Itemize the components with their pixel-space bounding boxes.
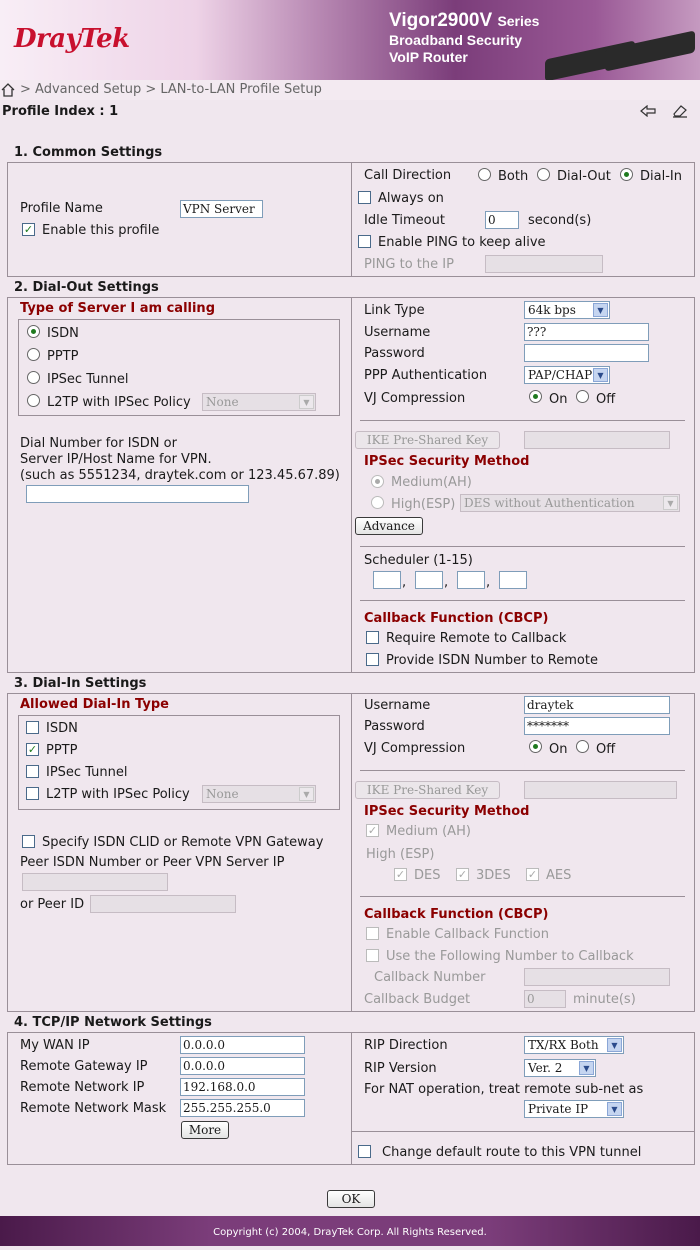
dialin-username-label: Username — [364, 698, 431, 713]
dialout-ipsec-label: IPSec Tunnel — [47, 372, 129, 387]
chevron-down-icon: ▼ — [593, 368, 608, 382]
dialin-ipsec-label: IPSec Tunnel — [46, 765, 128, 780]
wan-ip-input[interactable]: 0.0.0.0 — [180, 1036, 305, 1054]
tagline-2: VoIP Router — [389, 49, 468, 65]
change-route-checkbox[interactable] — [358, 1145, 371, 1158]
peer-id-label: or Peer ID — [20, 897, 85, 912]
dialin-high-label: High (ESP) — [366, 847, 435, 862]
model-name: Vigor2900V Series — [389, 10, 540, 31]
provide-isdn-checkbox[interactable] — [366, 653, 379, 666]
callback-number-input[interactable] — [524, 968, 670, 986]
call-direction-label: Call Direction — [364, 168, 452, 183]
dialout-vj-label: VJ Compression — [364, 391, 466, 406]
always-on-checkbox[interactable] — [358, 191, 371, 204]
callback-number-label: Callback Number — [374, 970, 486, 985]
dialin-vj-on-label: On — [549, 742, 568, 757]
dialin-password-label: Password — [364, 719, 425, 734]
dialin-vj-off-label: Off — [596, 742, 616, 757]
chevron-down-icon: ▼ — [607, 1102, 622, 1116]
profile-index: Profile Index : 1 — [2, 104, 119, 119]
dialout-high-select[interactable]: DES without Authentication ▼ — [460, 494, 680, 512]
direction-both-label: Both — [498, 169, 529, 184]
dialin-vj-label: VJ Compression — [364, 741, 466, 756]
dialin-medium-checkbox[interactable]: ✓ — [367, 824, 378, 837]
use-following-label: Use the Following Number to Callback — [386, 949, 634, 964]
dialin-vj-on-radio[interactable] — [529, 740, 542, 753]
dialout-pptp-label: PPTP — [47, 349, 79, 364]
wan-ip-label: My WAN IP — [20, 1038, 90, 1053]
dialout-ike-input[interactable] — [524, 431, 670, 449]
enable-ping-label: Enable PING to keep alive — [378, 235, 546, 250]
dialin-username-input[interactable]: draytek — [524, 696, 670, 714]
divider — [351, 693, 352, 1012]
dialout-ike-button[interactable]: IKE Pre-Shared Key — [355, 431, 500, 449]
dialout-high-label: High(ESP) — [391, 497, 456, 512]
remote-mask-label: Remote Network Mask — [20, 1101, 167, 1116]
remote-network-label: Remote Network IP — [20, 1080, 145, 1095]
dialin-ike-button[interactable]: IKE Pre-Shared Key — [355, 781, 500, 799]
separator — [352, 1131, 695, 1132]
dialout-ipsec-radio[interactable] — [27, 371, 40, 384]
section-dialin-title: 3. Dial-In Settings — [14, 676, 147, 691]
dialout-pptp-radio[interactable] — [27, 348, 40, 361]
idle-timeout-input[interactable]: 0 — [485, 211, 519, 229]
divider — [351, 297, 352, 673]
separator — [360, 546, 685, 547]
section-tcpip-title: 4. TCP/IP Network Settings — [14, 1015, 212, 1030]
dial-note-2: Server IP/Host Name for VPN. — [20, 452, 212, 467]
dialout-medium-label: Medium(AH) — [391, 475, 472, 490]
dialout-callback-header: Callback Function (CBCP) — [364, 611, 549, 626]
direction-dialin-label: Dial-In — [640, 169, 682, 184]
dial-note-1: Dial Number for ISDN or — [20, 436, 177, 451]
dialin-vj-off-radio[interactable] — [576, 740, 589, 753]
require-callback-checkbox[interactable] — [366, 631, 379, 644]
change-route-label: Change default route to this VPN tunnel — [382, 1145, 642, 1160]
dialin-medium-label: Medium (AH) — [386, 824, 471, 839]
callback-budget-label: Callback Budget — [364, 992, 471, 1007]
rip-version-select[interactable]: Ver. 2 ▼ — [524, 1059, 596, 1077]
dialin-password-input[interactable]: ******* — [524, 717, 670, 735]
router-image-2 — [605, 30, 695, 71]
dialout-username-label: Username — [364, 325, 431, 340]
enable-profile-label: Enable this profile — [42, 223, 160, 238]
provide-isdn-label: Provide ISDN Number to Remote — [386, 653, 598, 668]
chevron-down-icon: ▼ — [579, 1061, 594, 1075]
dial-note-3: (such as 5551234, draytek.com or 123.45.67.89) — [20, 468, 340, 483]
back-arrow-icon[interactable] — [640, 105, 656, 117]
ppp-auth-label: PPP Authentication — [364, 368, 488, 383]
comma: , — [486, 575, 491, 590]
always-on-label: Always on — [378, 191, 444, 206]
idle-timeout-label: Idle Timeout — [364, 213, 445, 228]
chevron-down-icon: ▼ — [299, 395, 314, 409]
callback-budget-input[interactable]: 0 — [524, 990, 566, 1008]
des-label: DES — [414, 868, 441, 883]
separator — [360, 770, 685, 771]
direction-both-radio[interactable] — [478, 168, 491, 181]
dialin-isdn-label: ISDN — [46, 721, 78, 736]
ppp-auth-select[interactable]: PAP/CHAP ▼ — [524, 366, 610, 384]
dialout-isdn-radio[interactable] — [27, 325, 40, 338]
home-icon[interactable] — [1, 83, 15, 97]
dialout-vj-off-label: Off — [596, 392, 616, 407]
dialout-l2tp-radio[interactable] — [27, 394, 40, 407]
dialout-vj-on-radio[interactable] — [529, 390, 542, 403]
dialout-username-input[interactable]: ??? — [524, 323, 649, 341]
comma: , — [402, 575, 407, 590]
dialout-isdn-label: ISDN — [47, 326, 79, 341]
remote-gateway-input[interactable]: 0.0.0.0 — [180, 1057, 305, 1075]
rip-version-label: RIP Version — [364, 1061, 437, 1076]
minutes-label: minute(s) — [573, 992, 636, 1007]
scheduler-label: Scheduler (1-15) — [364, 553, 473, 568]
peer-label: Peer ISDN Number or Peer VPN Server IP — [20, 855, 285, 870]
seconds-label: second(s) — [528, 213, 592, 228]
dialin-isdn-checkbox[interactable] — [26, 721, 39, 734]
dialin-ipsec-header: IPSec Security Method — [364, 804, 530, 819]
dial-number-input[interactable] — [26, 485, 249, 503]
direction-dialout-radio[interactable] — [537, 168, 550, 181]
3des-label: 3DES — [476, 868, 511, 883]
3des-checkbox[interactable]: ✓ — [457, 868, 468, 881]
separator — [360, 896, 685, 897]
nat-select[interactable]: Private IP ▼ — [524, 1100, 624, 1118]
enable-callback-label: Enable Callback Function — [386, 927, 550, 942]
dialout-password-input[interactable] — [524, 344, 649, 362]
remote-mask-input[interactable]: 255.255.255.0 — [180, 1099, 305, 1117]
dialin-l2tp-policy-select[interactable]: None ▼ — [202, 785, 316, 803]
enable-callback-checkbox[interactable] — [366, 927, 379, 940]
divider — [351, 162, 352, 277]
advance-button[interactable]: Advance — [355, 517, 423, 535]
rip-direction-label: RIP Direction — [364, 1038, 448, 1053]
des-checkbox[interactable]: ✓ — [395, 868, 406, 881]
scheduler-input-4[interactable] — [499, 571, 527, 589]
peer-ip-input[interactable] — [22, 873, 168, 891]
footer — [0, 1216, 700, 1246]
dialout-vj-on-label: On — [549, 392, 568, 407]
dialin-ike-input[interactable] — [524, 781, 677, 799]
link-type-select[interactable]: 64k bps ▼ — [524, 301, 610, 319]
scheduler-input-3[interactable] — [457, 571, 485, 589]
dialout-l2tp-label: L2TP with IPSec Policy — [47, 395, 191, 410]
dialout-vj-off-radio[interactable] — [576, 390, 589, 403]
peer-id-input[interactable] — [90, 895, 236, 913]
enable-ping-checkbox[interactable] — [358, 235, 371, 248]
direction-dialin-radio[interactable] — [620, 168, 633, 181]
dialin-pptp-label: PPTP — [46, 743, 78, 758]
enable-profile-checkbox[interactable]: ✓ — [23, 223, 34, 236]
tagline-1: Broadband Security — [389, 32, 523, 48]
dialout-high-radio[interactable] — [371, 496, 384, 509]
chevron-down-icon: ▼ — [663, 496, 678, 510]
eraser-icon[interactable] — [672, 104, 688, 118]
dialin-l2tp-label: L2TP with IPSec Policy — [46, 787, 190, 802]
direction-dialout-label: Dial-Out — [557, 169, 611, 184]
separator — [360, 420, 685, 421]
profile-name-label: Profile Name — [20, 201, 103, 216]
server-type-header: Type of Server I am calling — [20, 301, 215, 316]
section-common-title: 1. Common Settings — [14, 145, 163, 160]
more-button[interactable]: More — [181, 1121, 229, 1139]
dialin-pptp-checkbox[interactable]: ✓ — [27, 743, 38, 756]
header-banner — [0, 0, 700, 80]
specify-clid-label: Specify ISDN CLID or Remote VPN Gateway — [42, 835, 324, 850]
dialin-l2tp-checkbox[interactable] — [26, 787, 39, 800]
dialin-callback-header: Callback Function (CBCP) — [364, 907, 549, 922]
use-following-checkbox[interactable] — [366, 949, 379, 962]
require-callback-label: Require Remote to Callback — [386, 631, 567, 646]
aes-checkbox[interactable]: ✓ — [527, 868, 538, 881]
profile-name-input[interactable]: VPN Server — [180, 200, 263, 218]
chevron-down-icon: ▼ — [607, 1038, 622, 1052]
chevron-down-icon: ▼ — [299, 787, 314, 801]
specify-clid-checkbox[interactable] — [22, 835, 35, 848]
breadcrumb-text: > Advanced Setup > LAN-to-LAN Profile Setup — [20, 82, 322, 97]
link-type-label: Link Type — [364, 303, 425, 318]
separator — [360, 600, 685, 601]
chevron-down-icon: ▼ — [593, 303, 608, 317]
scheduler-input-1[interactable] — [373, 571, 401, 589]
section-dialout-title: 2. Dial-Out Settings — [14, 280, 159, 295]
ok-button[interactable]: OK — [327, 1190, 375, 1208]
dialin-ipsec-checkbox[interactable] — [26, 765, 39, 778]
ping-ip-label: PING to the IP — [364, 257, 454, 272]
dialout-l2tp-policy-select[interactable]: None ▼ — [202, 393, 316, 411]
dialout-password-label: Password — [364, 346, 425, 361]
nat-label: For NAT operation, treat remote sub-net as — [364, 1082, 644, 1097]
divider — [351, 1032, 352, 1165]
scheduler-input-2[interactable] — [415, 571, 443, 589]
rip-direction-select[interactable]: TX/RX Both ▼ — [524, 1036, 624, 1054]
copyright-text: Copyright (c) 2004, DrayTek Corp. All Rights Reserved. — [213, 1227, 487, 1238]
ping-ip-input[interactable] — [485, 255, 603, 273]
dialout-medium-radio[interactable] — [371, 475, 384, 488]
comma: , — [444, 575, 449, 590]
draytek-logo: DrayTek — [14, 24, 130, 54]
aes-label: AES — [546, 868, 572, 883]
remote-network-input[interactable]: 192.168.0.0 — [180, 1078, 305, 1096]
breadcrumb — [0, 80, 700, 100]
allowed-dialin-header: Allowed Dial-In Type — [20, 697, 169, 712]
remote-gateway-label: Remote Gateway IP — [20, 1059, 148, 1074]
dialout-ipsec-header: IPSec Security Method — [364, 454, 530, 469]
